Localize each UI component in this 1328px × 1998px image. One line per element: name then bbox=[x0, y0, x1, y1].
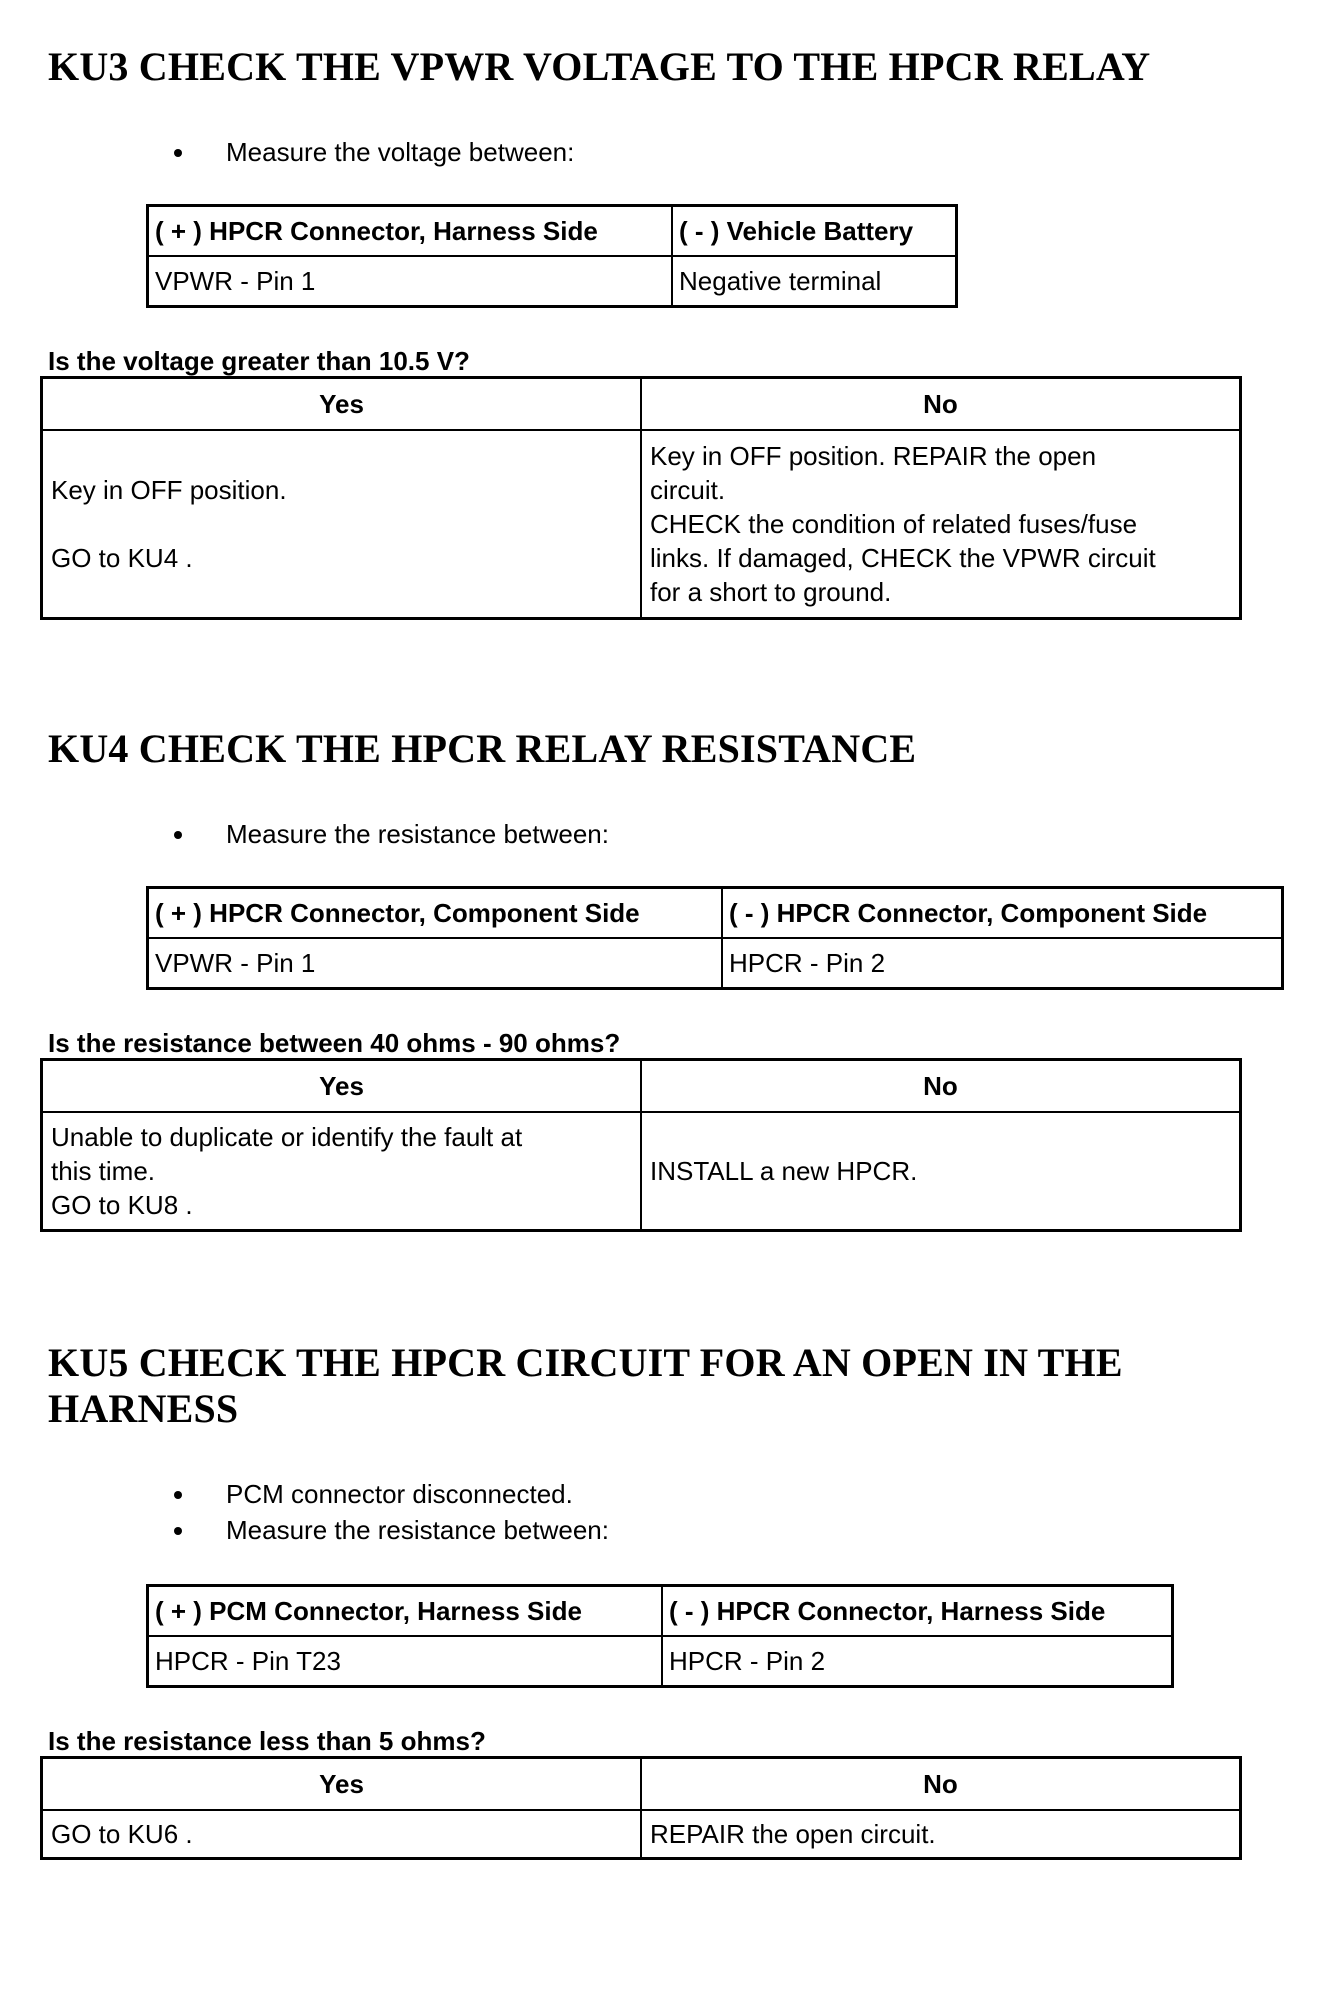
no-header: No bbox=[641, 1758, 1241, 1811]
ku5-title-line: HARNESS bbox=[48, 1386, 239, 1431]
ku4-title: KU4 CHECK THE HPCR RELAY RESISTANCE bbox=[48, 726, 917, 771]
ku5-bullet-list bbox=[166, 1476, 609, 1548]
ku3-yes-no-table bbox=[40, 376, 1242, 620]
bullet-icon bbox=[174, 831, 182, 839]
yes-header: Yes bbox=[42, 378, 642, 431]
yes-cell bbox=[42, 1112, 642, 1230]
connector-negative-header: ( - ) HPCR Connector, Component Side bbox=[722, 888, 1283, 939]
ku5-question: Is the resistance less than 5 ohms? bbox=[48, 1726, 486, 1756]
ku3-bullet-item: Measure the voltage between: bbox=[166, 134, 574, 170]
yes-cell bbox=[42, 1810, 642, 1858]
ku5-connector-table bbox=[146, 1584, 1174, 1688]
no-line: circuit. bbox=[650, 474, 726, 505]
ku4-bullet-item: Measure the resistance between: bbox=[166, 816, 609, 852]
yes-line: GO to KU4 . bbox=[51, 542, 193, 573]
connector-negative-value: HPCR - Pin 2 bbox=[662, 1636, 1173, 1687]
yes-cell bbox=[42, 430, 642, 618]
ku4-connector-table bbox=[146, 886, 1284, 990]
yes-line: GO to KU8 . bbox=[51, 1189, 193, 1220]
yes-line: Unable to duplicate or identify the fault at bbox=[51, 1121, 523, 1152]
no-cell bbox=[641, 1810, 1241, 1858]
no-line: REPAIR the open circuit. bbox=[650, 1818, 936, 1849]
connector-positive-header: ( + ) HPCR Connector, Component Side bbox=[148, 888, 723, 939]
ku4-yes-no-table bbox=[40, 1058, 1242, 1232]
connector-negative-header: ( - ) Vehicle Battery bbox=[672, 206, 957, 257]
no-line: INSTALL a new HPCR. bbox=[650, 1155, 918, 1186]
ku4-question: Is the resistance between 40 ohms - 90 ohms? bbox=[48, 1028, 621, 1058]
ku5-yes-no-table bbox=[40, 1756, 1242, 1860]
yes-header: Yes bbox=[42, 1758, 642, 1811]
ku4-bullet-list bbox=[166, 816, 609, 852]
ku3-bullet-list bbox=[166, 134, 574, 170]
ku5-bullet-item: PCM connector disconnected. bbox=[166, 1476, 609, 1512]
ku5-title bbox=[48, 1340, 1248, 1432]
no-line: links. If damaged, CHECK the VPWR circuit bbox=[650, 542, 1156, 573]
bullet-icon bbox=[174, 1491, 182, 1499]
no-cell bbox=[641, 1112, 1241, 1230]
yes-line: GO to KU6 . bbox=[51, 1818, 193, 1849]
yes-header: Yes bbox=[42, 1060, 642, 1113]
connector-positive-value: VPWR - Pin 1 bbox=[148, 256, 673, 307]
no-header: No bbox=[641, 378, 1241, 431]
no-cell bbox=[641, 430, 1241, 618]
ku3-title: KU3 CHECK THE VPWR VOLTAGE TO THE HPCR RELAY bbox=[48, 44, 1151, 89]
no-line: for a short to ground. bbox=[650, 576, 892, 607]
yes-line: Key in OFF position. bbox=[51, 474, 287, 505]
ku3-connector-table bbox=[146, 204, 958, 308]
connector-negative-header: ( - ) HPCR Connector, Harness Side bbox=[662, 1586, 1173, 1637]
no-line: Key in OFF position. REPAIR the open bbox=[650, 440, 1097, 471]
connector-positive-header: ( + ) HPCR Connector, Harness Side bbox=[148, 206, 673, 257]
no-line: CHECK the condition of related fuses/fuse bbox=[650, 508, 1138, 539]
connector-negative-value: Negative terminal bbox=[672, 256, 957, 307]
connector-positive-value: HPCR - Pin T23 bbox=[148, 1636, 663, 1687]
yes-line: this time. bbox=[51, 1155, 156, 1186]
bullet-icon bbox=[174, 149, 182, 157]
bullet-icon bbox=[174, 1527, 182, 1535]
connector-negative-value: HPCR - Pin 2 bbox=[722, 938, 1283, 989]
ku3-question: Is the voltage greater than 10.5 V? bbox=[48, 346, 470, 376]
ku5-bullet-item: Measure the resistance between: bbox=[166, 1512, 609, 1548]
connector-positive-value: VPWR - Pin 1 bbox=[148, 938, 723, 989]
ku5-title-line: KU5 CHECK THE HPCR CIRCUIT FOR AN OPEN IN THE bbox=[48, 1340, 1123, 1385]
no-header: No bbox=[641, 1060, 1241, 1113]
connector-positive-header: ( + ) PCM Connector, Harness Side bbox=[148, 1586, 663, 1637]
